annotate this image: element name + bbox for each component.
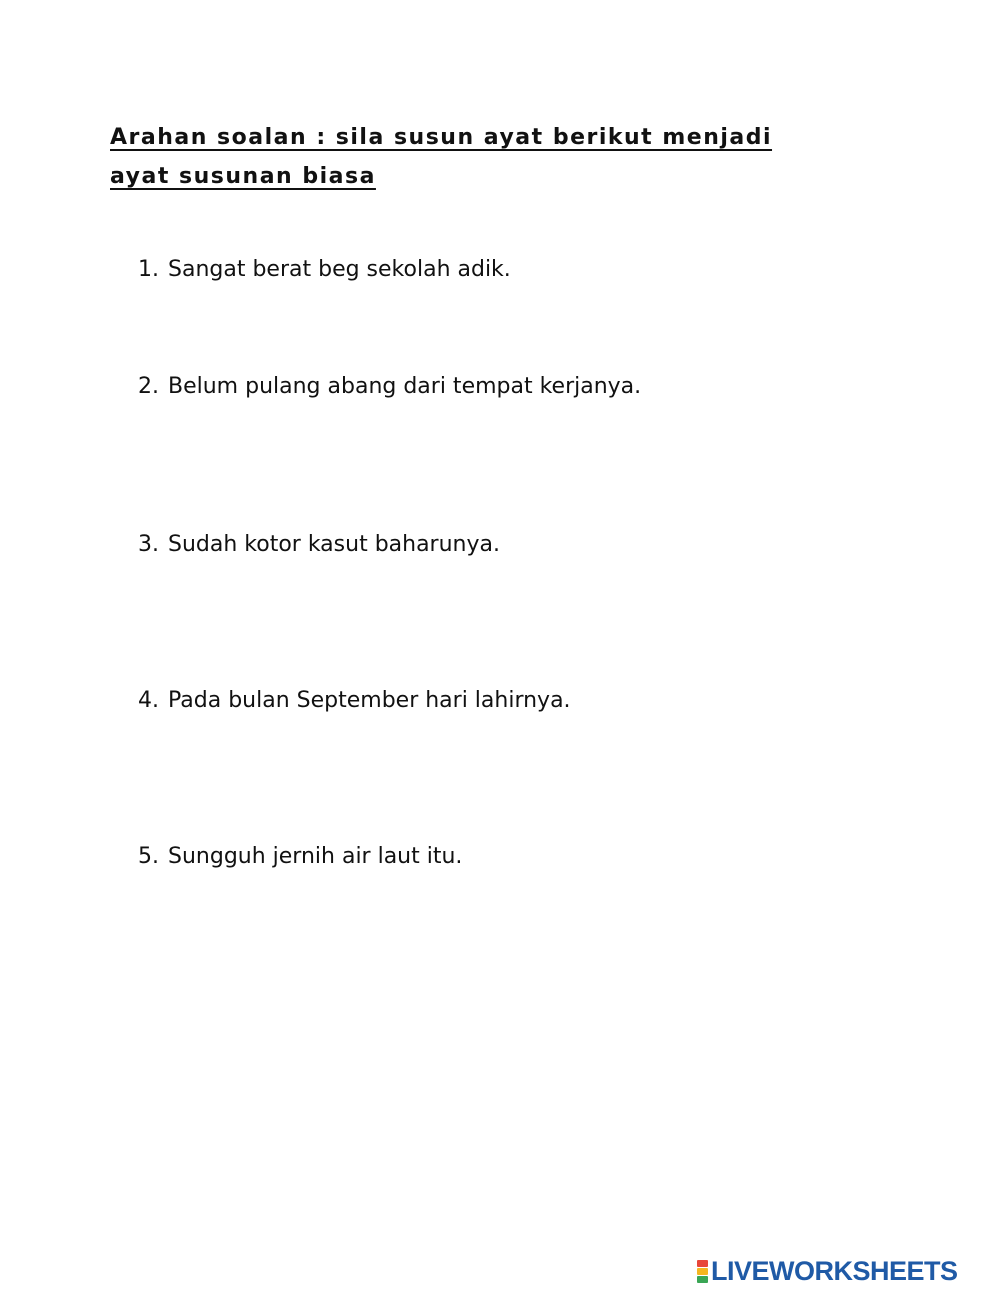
logo-block-red <box>697 1260 708 1267</box>
question-number: 2. <box>138 374 159 399</box>
question-text: Sudah kotor kasut baharunya. <box>168 532 500 557</box>
question-number: 1. <box>138 257 159 282</box>
question-item-5 <box>138 842 462 872</box>
question-item-1 <box>138 255 511 285</box>
instruction-heading <box>110 118 840 196</box>
question-text: Belum pulang abang dari tempat kerjanya. <box>168 374 642 399</box>
question-number: 3. <box>138 532 159 557</box>
question-text: Pada bulan September hari lahirnya. <box>168 688 571 713</box>
brand-name: LIVEWORKSHEETS <box>711 1256 958 1286</box>
question-number: 4. <box>138 688 159 713</box>
liveworksheets-logo-icon <box>697 1260 708 1283</box>
logo-block-green <box>697 1276 708 1283</box>
instruction-text: Arahan soalan : sila susun ayat berikut menjadi ayat susunan biasa <box>110 125 773 189</box>
question-text: Sangat berat beg sekolah adik. <box>168 257 511 282</box>
question-item-2 <box>138 372 641 402</box>
question-item-4 <box>138 686 571 716</box>
question-number: 5. <box>138 844 159 869</box>
question-item-3 <box>138 530 500 560</box>
liveworksheets-brand <box>697 1256 958 1286</box>
question-text: Sungguh jernih air laut itu. <box>168 844 463 869</box>
logo-block-yellow <box>697 1268 708 1275</box>
